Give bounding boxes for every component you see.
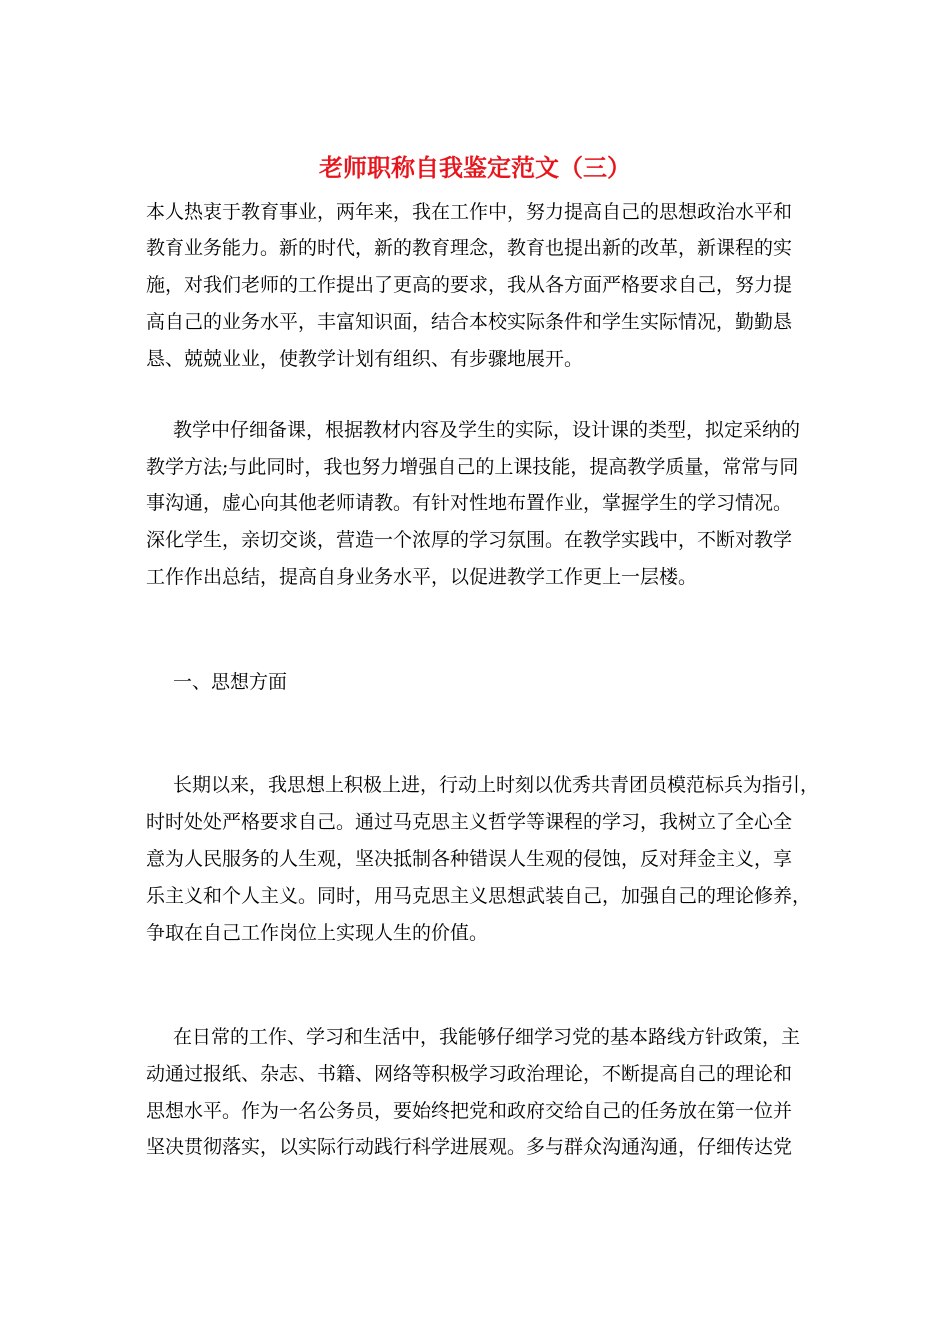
paragraph-3-line-3: 意为人民服务的人生观，坚决抵制各种错误人生观的侵蚀，反对拜金主义，享 [146,848,793,870]
paragraph-3-line-5: 争取在自己工作岗位上实现人生的价值。 [146,922,489,944]
paragraph-2-line-3: 事沟通，虚心向其他老师请教。有针对性地布置作业，掌握学生的学习情况。 [146,492,793,514]
paragraph-4-line-2: 动通过报纸、杂志、书籍、网络等积极学习政治理论，不断提高自己的理论和 [146,1063,793,1085]
paragraph-3-line-1: 长期以来，我思想上积极上进，行动上时刻以优秀共青团员模范标兵为指引， [173,774,820,796]
paragraph-1-line-1: 本人热衷于教育事业，两年来，我在工作中，努力提高自己的思想政治水平和 [146,201,793,223]
section-heading: 一、思想方面 [173,671,288,693]
paragraph-2-line-4: 深化学生，亲切交谈，营造一个浓厚的学习氛围。在教学实践中，不断对教学 [146,529,793,551]
paragraph-3-line-2: 时时处处严格要求自己。通过马克思主义哲学等课程的学习，我树立了全心全 [146,811,793,833]
paragraph-1-line-3: 施，对我们老师的工作提出了更高的要求，我从各方面严格要求自己，努力提 [146,274,793,296]
paragraph-3-line-4: 乐主义和个人主义。同时，用马克思主义思想武装自己，加强自己的理论修养， [146,885,812,907]
paragraph-1-line-4: 高自己的业务水平，丰富知识面，结合本校实际条件和学生实际情况，勤勤恳 [146,311,793,333]
paragraph-1-line-5: 恳、兢兢业业，使教学计划有组织、有步骤地展开。 [146,348,584,370]
paragraph-4-line-4: 坚决贯彻落实，以实际行动践行科学进展观。多与群众沟通沟通，仔细传达党 [146,1136,793,1158]
paragraph-4-line-3: 思想水平。作为一名公务员，要始终把党和政府交给自己的任务放在第一位并 [146,1100,793,1122]
paragraph-4-line-1: 在日常的工作、学习和生活中，我能够仔细学习党的基本路线方针政策，主 [173,1026,801,1048]
paragraph-2-line-2: 教学方法;与此同时，我也努力增强自己的上课技能，提高教学质量，常常与同 [146,456,799,478]
document-title: 老师职称自我鉴定范文（三） [319,154,631,182]
paragraph-1-line-2: 教育业务能力。新的时代，新的教育理念，教育也提出新的改革，新课程的实 [146,237,793,259]
paragraph-2-line-5: 工作作出总结，提高自身业务水平，以促进教学工作更上一层楼。 [146,566,698,588]
paragraph-2-line-1: 教学中仔细备课，根据教材内容及学生的实际，设计课的类型，拟定采纳的 [173,419,801,441]
